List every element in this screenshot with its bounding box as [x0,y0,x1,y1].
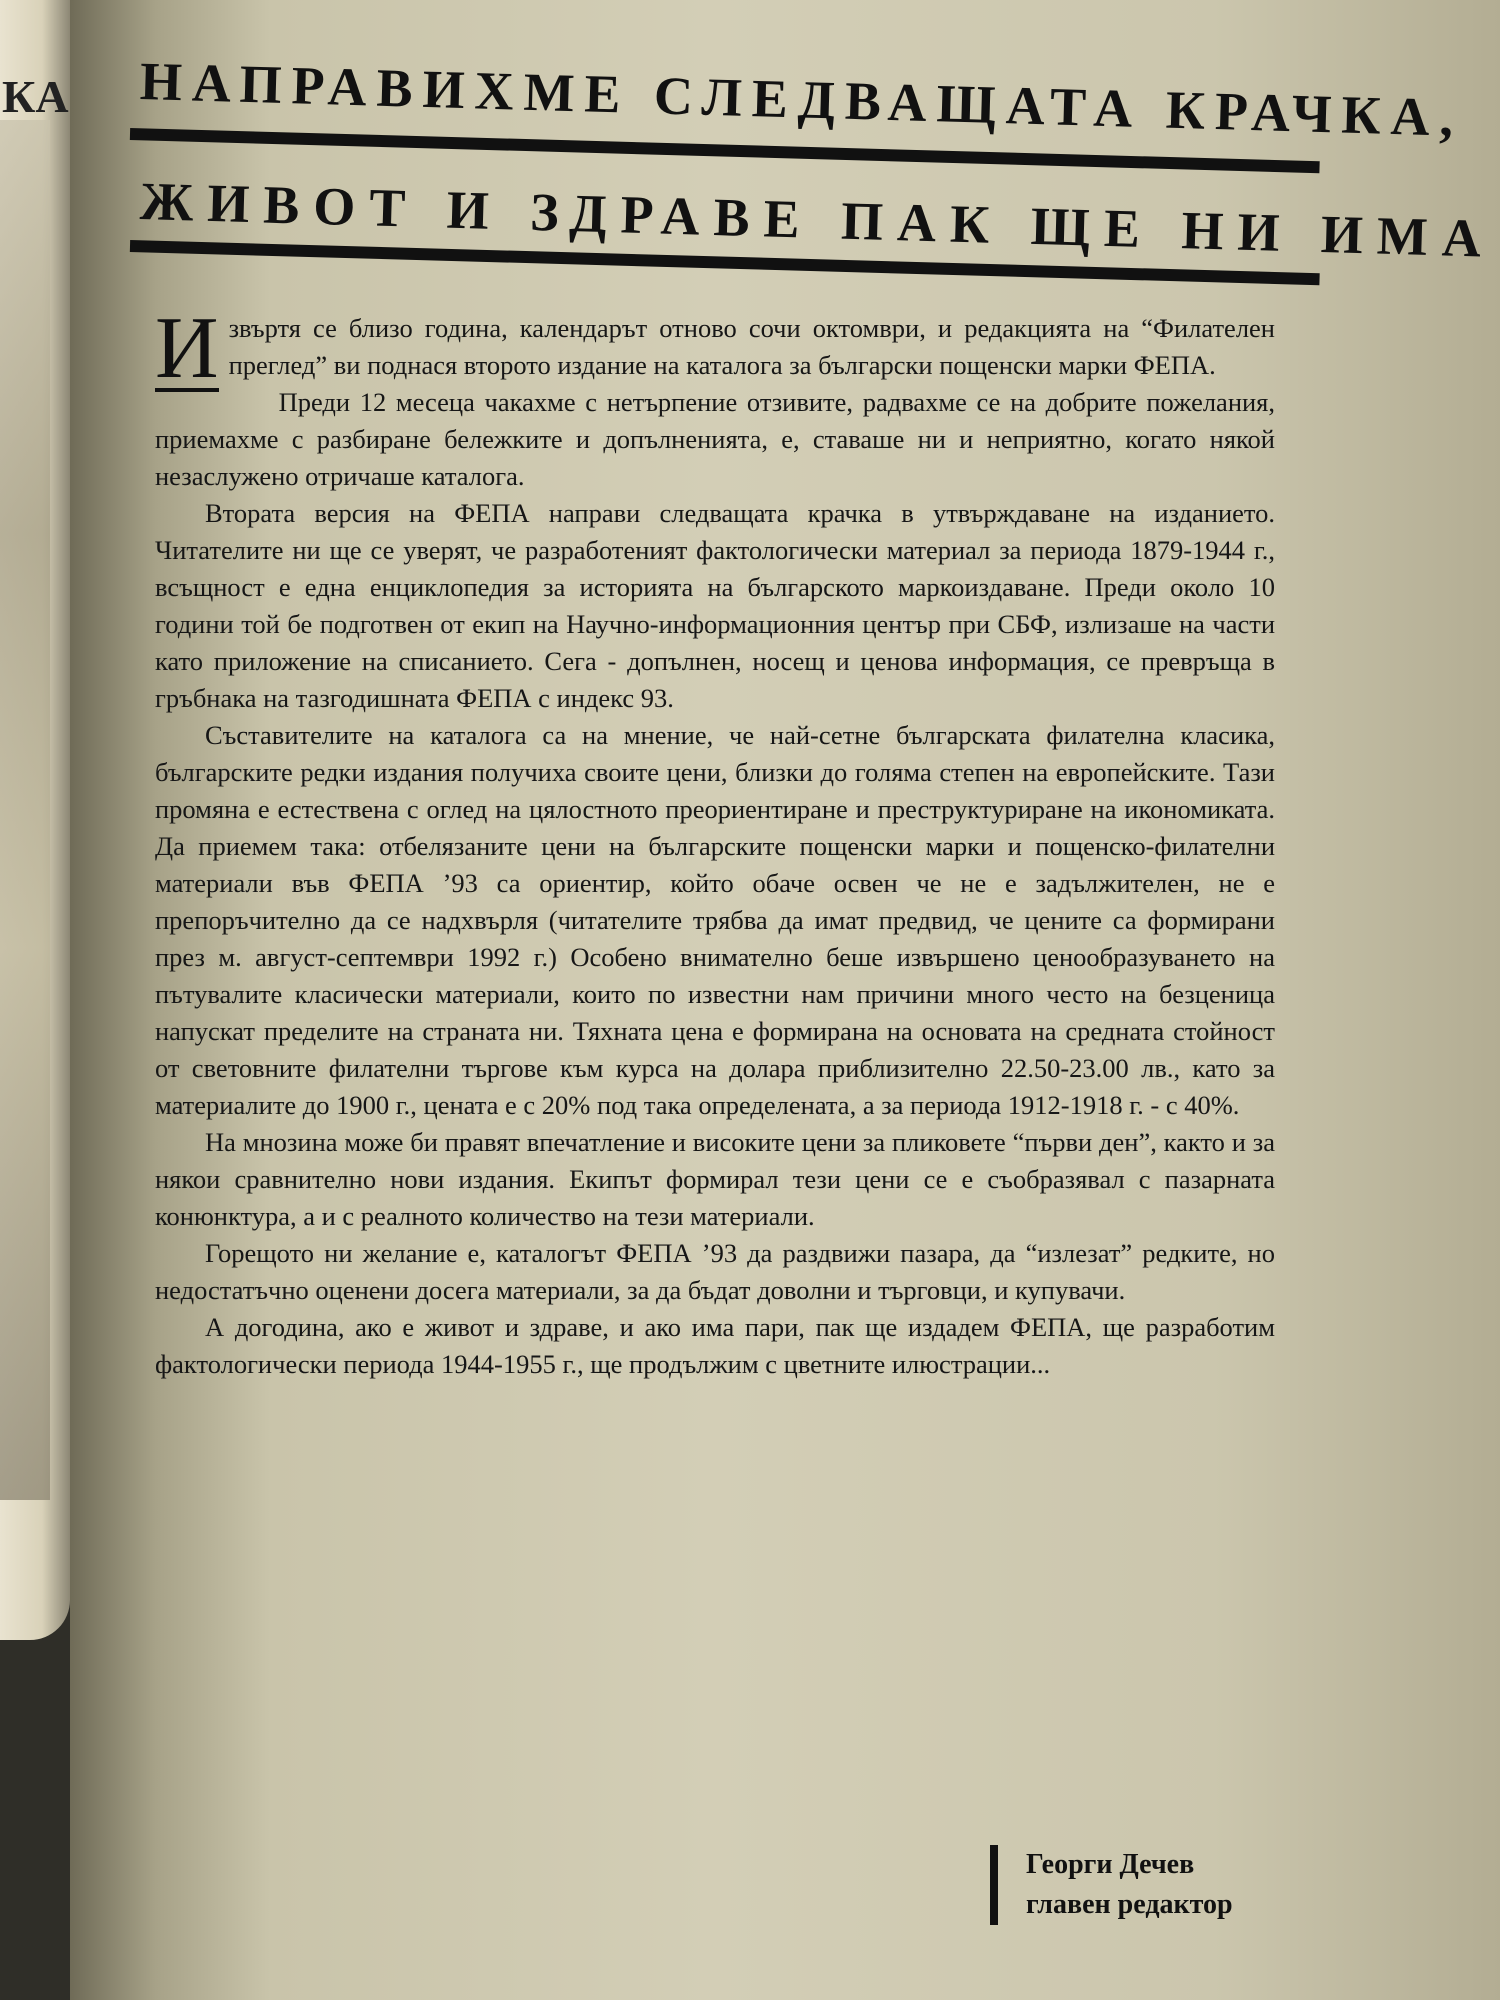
magazine-page [70,0,1500,2000]
facing-page-edge [0,0,70,1640]
facing-page-illustration [0,120,50,1500]
article-paragraph: Горещото ни желание е, каталогът ФЕПА ’93 да раздвижи пазара, да “излезат” редките, но недостатъчно оценени досега материали, за да бъдат доволни и търговци, и купувачи. [155,1238,1275,1305]
article-paragraph [155,300,1275,397]
article-body [155,300,1275,1383]
drop-cap: И [155,300,219,397]
author-name: Георги Дечев [1026,1849,1195,1880]
article-paragraph: А догодина, ако е живот и здраве, и ако има пари, пак ще издадем ФЕПА, ще разработим фактологически периода 1944-1955 г., ще продължим с цветните илюстрации... [155,1312,1275,1379]
article-paragraph: Преди 12 месеца чакахме с нетърпение отзивите, радвахме се на добрите пожелания, приемахме с разбиране бележките и допълненията, е, ставаше ни и неприятно, когато някой незаслужено отричаше каталога. [155,387,1275,491]
author-title: главен редактор [1026,1889,1233,1920]
article-paragraph: На мнозина може би правят впечатление и високите цени за пликовете “първи ден”, както и за някои сравнително нови издания. Екипът формирал тези цени се е съобразявал с пазарната конюнктура, а и с реалното количество на тези материали. [155,1127,1275,1231]
signature-block [990,1845,1233,1925]
headline-line-2: ЖИВОТ И ЗДРАВЕ ПАК ЩЕ НИ ИМА [139,171,1496,269]
headline-line-1: НАПРАВИХМЕ СЛЕДВАЩАТА КРАЧКА, [139,51,1464,148]
page-content [130,40,1496,1980]
paragraph-text: звъртя се близо година, календарът отново сочи октомври, и редакцията на “Филателен преглед” ви поднася второто издание на каталога за български пощенски марки ФЕПА. [228,313,1275,380]
article-paragraph: Съставителите на каталога са на мнение, че най-сетне българската филателна класика, българските редки издания получиха своите цени, близки до голяма степен на европейските. Тази промяна е естествена с оглед на цялостното преориентиране и преструктуриране на икономиката. Да приемем така: отбелязаните цени на българските пощенски марки и пощенско-филателни материали във ФЕПА ’93 са ориентир, който обаче освен че не е задължителен, не е препоръчително да се надхвърля (читателите трябва да имат предвид, че цените са формирани през м. август-септември 1992 г.) Особено внимателно беше извършено ценообразуването на пътувалите класически материали, които по известни нам причини много често на безценица напускат пределите на страната ни. Тяхната цена е формирана на основата на средната стойност от световните филателни търгове към курса на долара приблизително 22.50-23.00 лв., като за материалите до 1900 г., цената е с 20% под така определената, а за периода 1912-1918 г. - с 40%. [155,720,1275,1120]
article-paragraph: Втората версия на ФЕПА направи следващата крачка в утвърждаване на изданието. Читателите ни ще се уверят, че разработеният фактологически материал за периода 1879-1944 г., всъщност е една енциклопедия за историята на българското маркоиздаване. Преди около 10 години той бе подготвен от екип на Научно-информационния център при СБФ, излизаше на части като приложение на списанието. Сега - допълнен, носещ и ценова информация, се превръща в гръбнака на тазгодишната ФЕПА с индекс 93. [155,498,1275,713]
facing-page-glyph: КА [2,71,69,122]
